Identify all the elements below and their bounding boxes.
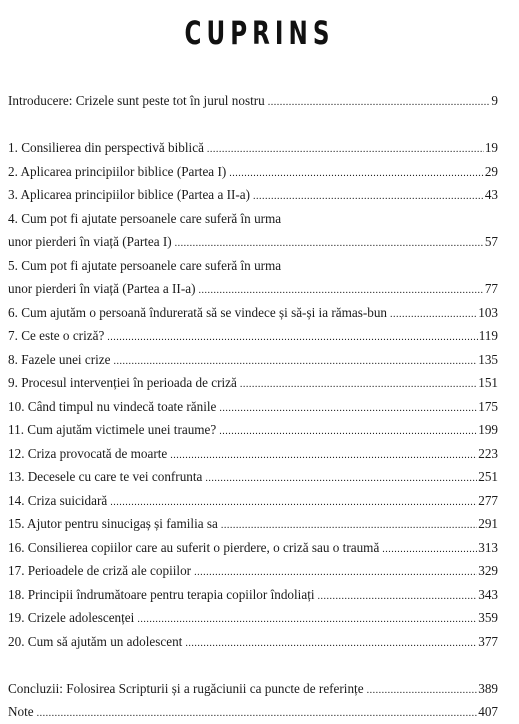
toc-entry-label: 11. Cum ajutăm victimele unei traume? [8,422,217,437]
toc-spacer [8,653,498,677]
toc-leader-dots [37,702,478,724]
toc-entry-label: 8. Fazele unei crize [8,351,111,367]
toc-entry-label: 6. Cum ajutăm o persoană îndurerată să se vindece și să-și ia rămas-bun [8,304,388,320]
toc-page-number: 57 [484,234,498,249]
toc-leader-dots [240,373,477,395]
toc-page-number: 119 [478,328,498,343]
toc-leader-dots [229,162,484,184]
toc-entry-chapter-10 [8,395,498,419]
toc-entry-chapter-7 [8,324,498,348]
toc-leader-dots [110,491,477,513]
toc-page-number: 151 [478,375,498,390]
toc-page-number: 389 [478,680,498,696]
toc-leader-dots [170,444,477,466]
toc-entry-chapter-12 [8,442,498,466]
toc-entry-label: Note [8,704,34,719]
toc-entry-label: 14. Criza suicidară [8,492,108,508]
toc-entry-chapter-15 [8,512,498,536]
toc-entry-chapter-14 [8,489,498,513]
toc-entry-chapter-5 [8,277,498,301]
toc-entry-chapter-16 [8,536,498,560]
toc-leader-dots [207,138,484,160]
toc-leader-dots [318,585,478,607]
toc-leader-dots [219,420,477,442]
toc-entry-chapter-19 [8,606,498,630]
toc-leader-dots [137,608,477,630]
toc-leader-dots [185,632,477,654]
toc-entry-label: 13. Decesele cu care te vei confrunta [8,469,203,484]
toc-entry-chapter-9 [8,371,498,395]
toc-entry-chapter-3 [8,183,498,207]
toc-entry-label: Introducere: Crizele sunt peste tot în jurul nostru [8,93,265,108]
toc-page-number: 103 [478,304,498,320]
toc-entry-intro [8,89,498,113]
toc-entry-label: 18. Principii îndrumătoare pentru terapia copiilor îndoliați [8,586,315,602]
toc-page-number: 223 [478,445,498,461]
toc-spacer [8,113,498,137]
toc-page-number: 199 [478,422,498,437]
toc-entry-label: 7. Ce este o criză? [8,328,105,343]
toc-entry-label: 9. Procesul intervenției în perioada de criză [8,375,237,390]
toc-leader-dots [367,679,478,701]
toc-page-number: 175 [478,398,498,414]
toc-entry-notes [8,700,498,724]
toc-entry-label: 2. Aplicarea principiilor biblice (Partea I) [8,163,227,179]
toc-leader-dots [268,91,491,113]
toc-leader-dots [382,538,477,560]
toc-entry-label: 17. Perioadele de criză ale copiilor [8,563,192,578]
toc-leader-dots [114,350,478,372]
toc-page-number: 19 [484,140,498,155]
toc-entry-chapter-18 [8,583,498,607]
toc-leader-dots [107,326,477,348]
toc-leader-dots [219,397,477,419]
toc-entry-chapter-4 [8,230,498,254]
toc-entry-label: unor pierderi în viață (Partea a II-a) [8,281,196,296]
toc-entry-chapter-5-line1 [8,254,498,278]
toc-leader-dots [390,303,477,325]
toc-entry-chapter-8 [8,348,498,372]
toc-entry-label: 4. Cum pot fi ajutate persoanele care suferă în urma [8,210,282,226]
toc-entry-label: 19. Crizele adolescenței [8,610,135,625]
toc-entry-label: 15. Ajutor pentru sinucigaș și familia sa [8,516,218,531]
toc-page-number: 343 [478,586,498,602]
toc-entry-chapter-17 [8,559,498,583]
toc-page-number: 407 [478,704,498,719]
toc-entry-chapter-20 [8,630,498,654]
toc-page-number: 277 [478,492,498,508]
toc-page-number: 291 [478,516,498,531]
toc-entry-chapter-1 [8,136,498,160]
toc-entry-chapter-11 [8,418,498,442]
toc-entry-label: 16. Consilierea copiilor care au suferit o pierdere, o criză sau o traumă [8,539,380,555]
toc-page-number: 135 [478,351,498,367]
toc-page-number: 29 [484,163,498,179]
toc-leader-dots [175,232,484,254]
toc-entry-conclusions [8,677,498,701]
toc-entry-chapter-2 [8,160,498,184]
table-of-contents [8,89,498,724]
toc-page-number: 359 [478,610,498,625]
toc-page-number: 43 [484,187,498,202]
toc-leader-dots [205,467,477,489]
toc-leader-dots [194,561,477,583]
toc-entry-label: 12. Criza provocată de moarte [8,445,168,461]
toc-page-number: 329 [478,563,498,578]
toc-leader-dots [253,185,484,207]
toc-entry-label: unor pierderi în viață (Partea I) [8,234,172,249]
toc-entry-label: 1. Consilierea din perspectivă biblică [8,140,204,155]
toc-leader-dots [221,514,477,536]
toc-entry-label: 10. Când timpul nu vindecă toate rănile [8,398,217,414]
toc-entry-chapter-13 [8,465,498,489]
toc-entry-label: 3. Aplicarea principiilor biblice (Partea a II-a) [8,187,251,202]
toc-page-number: 77 [484,281,498,296]
toc-entry-label: 20. Cum să ajutăm un adolescent [8,633,183,649]
toc-entry-label: Concluzii: Folosirea Scripturii și a rugăciunii ca puncte de referințe [8,680,364,696]
toc-page-number: 9 [491,93,498,108]
toc-page-number: 377 [478,633,498,649]
toc-leader-dots [198,279,483,301]
toc-page-number: 313 [478,539,498,555]
toc-page-number: 251 [478,469,498,484]
toc-entry-chapter-6 [8,301,498,325]
page-title: CUPRINS [184,14,335,52]
toc-entry-chapter-4-line1 [8,207,498,231]
toc-entry-label: 5. Cum pot fi ajutate persoanele care suferă în urma [8,257,282,273]
